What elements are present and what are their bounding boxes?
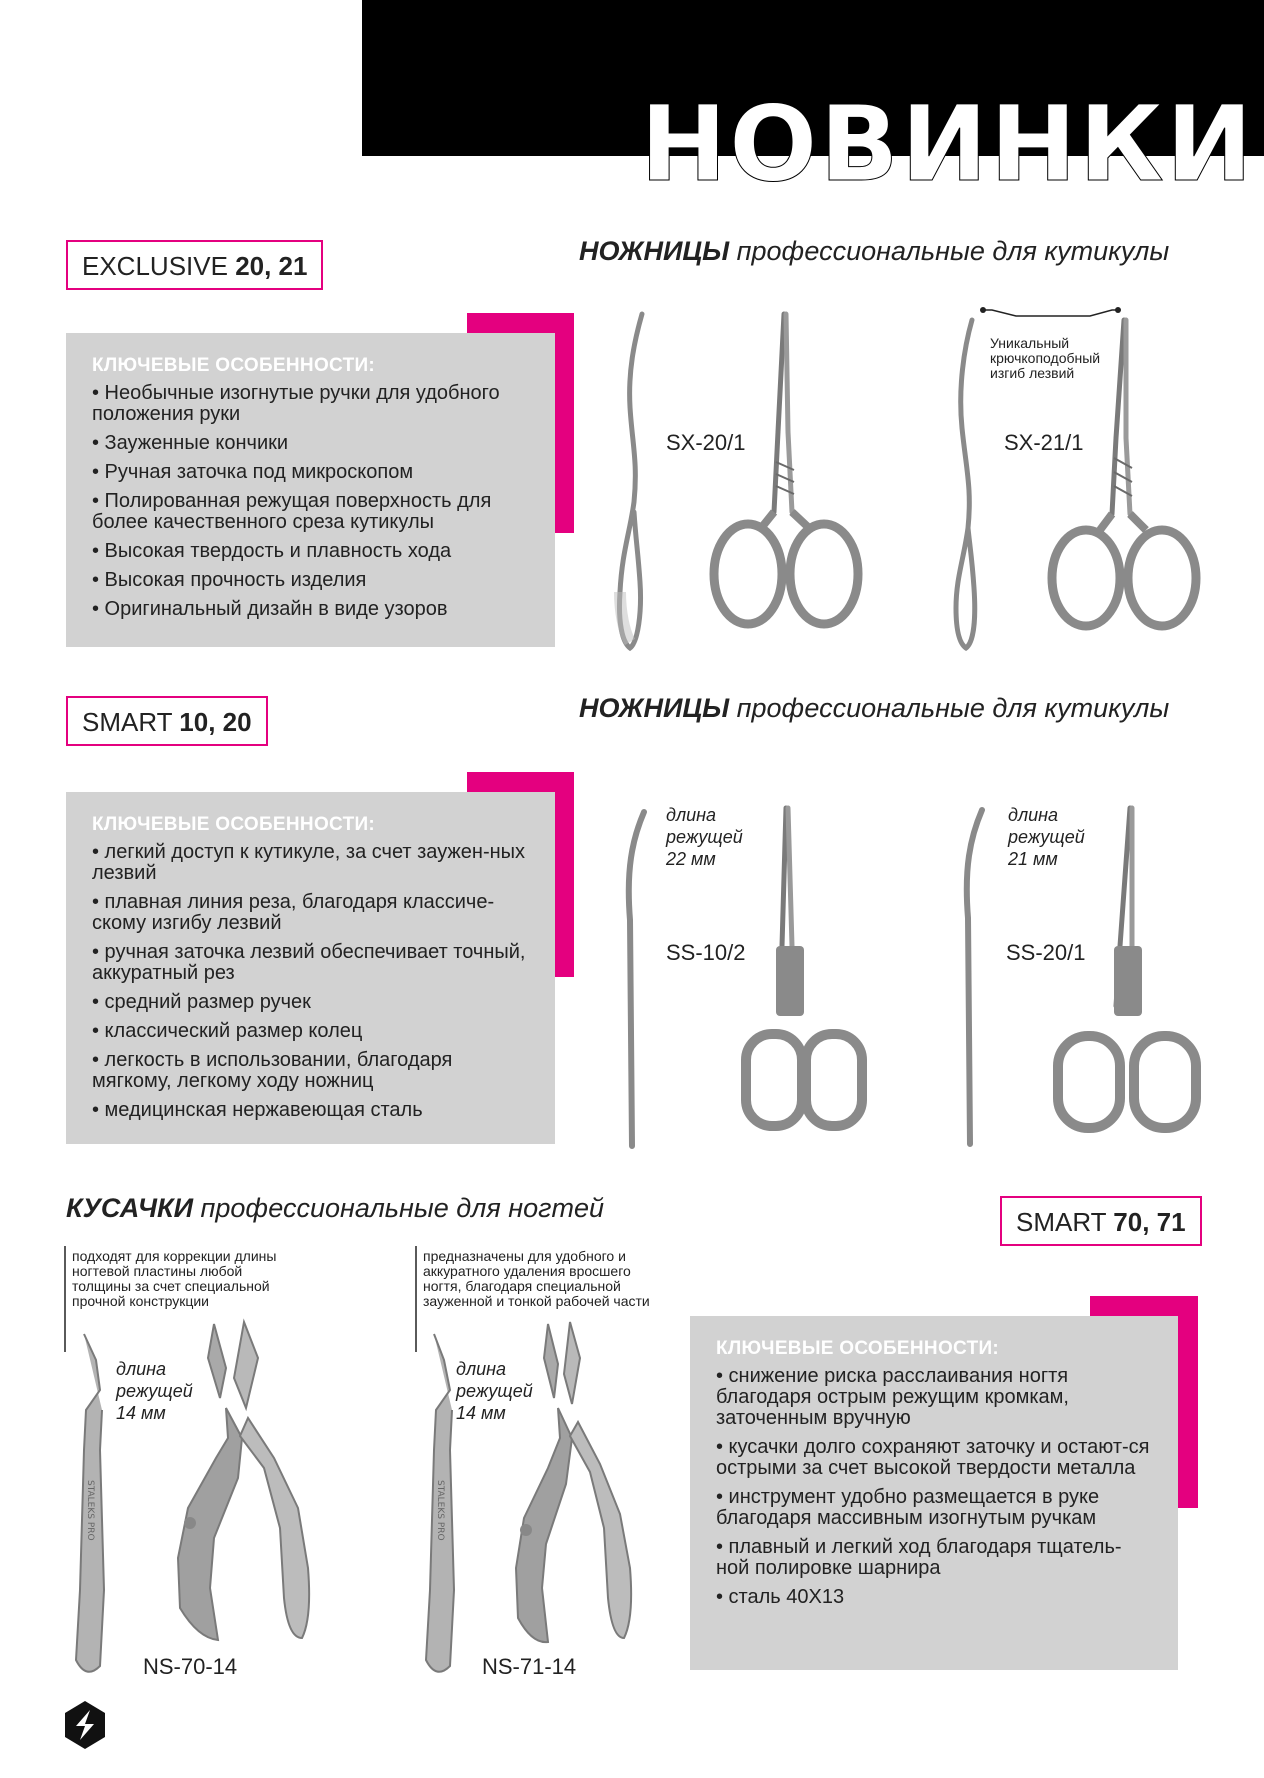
model-label-sx-20-1: SX-20/1 — [666, 430, 746, 455]
cut-length-line: длина — [1008, 805, 1059, 825]
section-title-rest: профессиональные для кутикулы — [729, 693, 1170, 723]
series-numbers: 20, 21 — [235, 251, 308, 281]
scissors-front-view-icon — [1044, 318, 1204, 652]
section-title-rest: профессиональные для ногтей — [193, 1193, 605, 1223]
feature-item: • Высокая твердость и плавность хода — [92, 540, 452, 562]
cut-length-line: 14 мм — [116, 1403, 166, 1423]
scissors-front-view-icon — [1048, 806, 1208, 1146]
nipper-front-view-icon — [500, 1318, 640, 1658]
model-label-ns-70-14: NS-70-14 — [143, 1654, 238, 1679]
features-list — [716, 1366, 1154, 1608]
feature-item: • Полированная режущая поверхность для более качественного среза кутикулы — [92, 490, 492, 533]
feature-item: • Необычные изогнутые ручки для удобного положения руки — [92, 382, 500, 425]
feature-item: • Ручная заточка под микроскопом — [92, 461, 414, 483]
engraving-text: STALEKS PRO — [85, 1480, 95, 1541]
feature-item: • медицинская нержавеющая сталь — [92, 1099, 423, 1121]
note-ns-71-14: предназначены для удобного и аккуратного удаления вросшего ногтя, благодаря специальной зауженной и тонкой рабочей части — [423, 1248, 650, 1309]
cut-length-line: 22 мм — [666, 849, 716, 869]
series-numbers: 10, 20 — [179, 707, 252, 737]
feature-item: • классический размер колец — [92, 1020, 363, 1042]
series-name: SMART — [82, 707, 173, 737]
model-label-ss-10-2: SS-10/2 — [666, 940, 746, 965]
staleks-logo-icon — [64, 1700, 106, 1750]
series-name: SMART — [1016, 1207, 1107, 1237]
cut-length-line: 14 мм — [456, 1403, 506, 1423]
cut-length-line: длина — [456, 1359, 507, 1379]
features-heading: КЛЮЧЕВЫЕ ОСОБЕННОСТИ: — [716, 1338, 1000, 1359]
feature-item: • инструмент удобно размещается в руке благодаря массивным изогнутым ручкам — [716, 1486, 1100, 1529]
features-box-smart-10-20 — [66, 792, 555, 1144]
section-title-rest: профессиональные для кутикулы — [729, 236, 1170, 266]
series-numbers: 70, 71 — [1113, 1207, 1186, 1237]
feature-item: • снижение риска расслаивания ногтя благодаря острым режущим кромкам, заточенным вручную — [716, 1365, 1069, 1429]
feature-item: • плавный и легкий ход благодаря тщатель-ной полировке шарнира — [716, 1536, 1122, 1579]
series-badge-smart-10-20 — [66, 696, 268, 746]
section-title-nippers — [66, 1193, 604, 1224]
features-box-exclusive — [66, 333, 555, 647]
model-label-ns-71-14: NS-71-14 — [482, 1654, 577, 1679]
feature-item: • легкость в использовании, благодаря мягкому, легкому ходу ножниц — [92, 1049, 453, 1092]
scissors-front-view-icon — [706, 312, 866, 652]
nipper-front-view-icon — [168, 1318, 318, 1658]
scissors-side-view-icon — [618, 810, 648, 1150]
section-title-bold: КУСАЧКИ — [66, 1193, 193, 1223]
feature-item: • Высокая прочность изделия — [92, 569, 367, 591]
features-box-smart-70-71 — [690, 1316, 1178, 1670]
page-title: НОВИНКИ — [640, 83, 1255, 205]
note-ns-70-14: подходят для коррекции длины ногтевой пластины любой толщины за счет специальной прочной конструкции — [72, 1248, 277, 1309]
cut-length-line: режущей — [456, 1381, 533, 1401]
features-heading: КЛЮЧЕВЫЕ ОСОБЕННОСТИ: — [92, 355, 376, 376]
feature-item: • сталь 40Х13 — [716, 1586, 845, 1608]
scissors-side-view-icon — [612, 312, 652, 652]
cut-length-line: режущей — [116, 1381, 193, 1401]
cut-length-line: длина — [666, 805, 717, 825]
feature-item: • легкий доступ к кутикуле, за счет заужен-ных лезвий — [92, 841, 526, 884]
feature-item: • кусачки долго сохраняют заточку и остают-ся острыми за счет высокой твердости металла — [716, 1436, 1150, 1479]
features-heading: КЛЮЧЕВЫЕ ОСОБЕННОСТИ: — [92, 814, 376, 835]
scissors-side-view-icon — [958, 808, 988, 1148]
model-label-ss-20-1: SS-20/1 — [1006, 940, 1086, 965]
feature-item: • плавная линия реза, благодаря классиче-скому изгибу лезвий — [92, 891, 495, 934]
feature-item: • ручная заточка лезвий обеспечивает точный, аккуратный рез — [92, 941, 526, 984]
section-title-bold: НОЖНИЦЫ — [579, 236, 730, 266]
series-badge-smart-70-71 — [1000, 1196, 1202, 1246]
cut-length-line: длина — [116, 1359, 167, 1379]
cut-length-line: 21 мм — [1008, 849, 1058, 869]
features-list — [92, 842, 531, 1121]
series-badge-exclusive — [66, 240, 323, 290]
callout-note: Уникальный крючкоподобный изгиб лезвий — [990, 335, 1101, 381]
series-name: EXCLUSIVE — [82, 251, 228, 281]
model-label-sx-21-1: SX-21/1 — [1004, 430, 1084, 455]
cut-length-line: режущей — [666, 827, 743, 847]
feature-item: • Зауженные кончики — [92, 432, 289, 454]
scissors-side-view-icon — [948, 318, 988, 652]
feature-item: • Оригинальный дизайн в виде узоров — [92, 598, 448, 620]
scissors-front-view-icon — [712, 806, 872, 1146]
engraving-text: STALEKS PRO — [435, 1480, 445, 1541]
feature-item: • средний размер ручек — [92, 991, 311, 1013]
section-title-scissors-smart — [579, 693, 1169, 724]
section-title-bold: НОЖНИЦЫ — [579, 693, 730, 723]
features-list — [92, 383, 531, 620]
section-title-scissors-exclusive — [579, 236, 1169, 267]
cut-length-line: режущей — [1008, 827, 1085, 847]
